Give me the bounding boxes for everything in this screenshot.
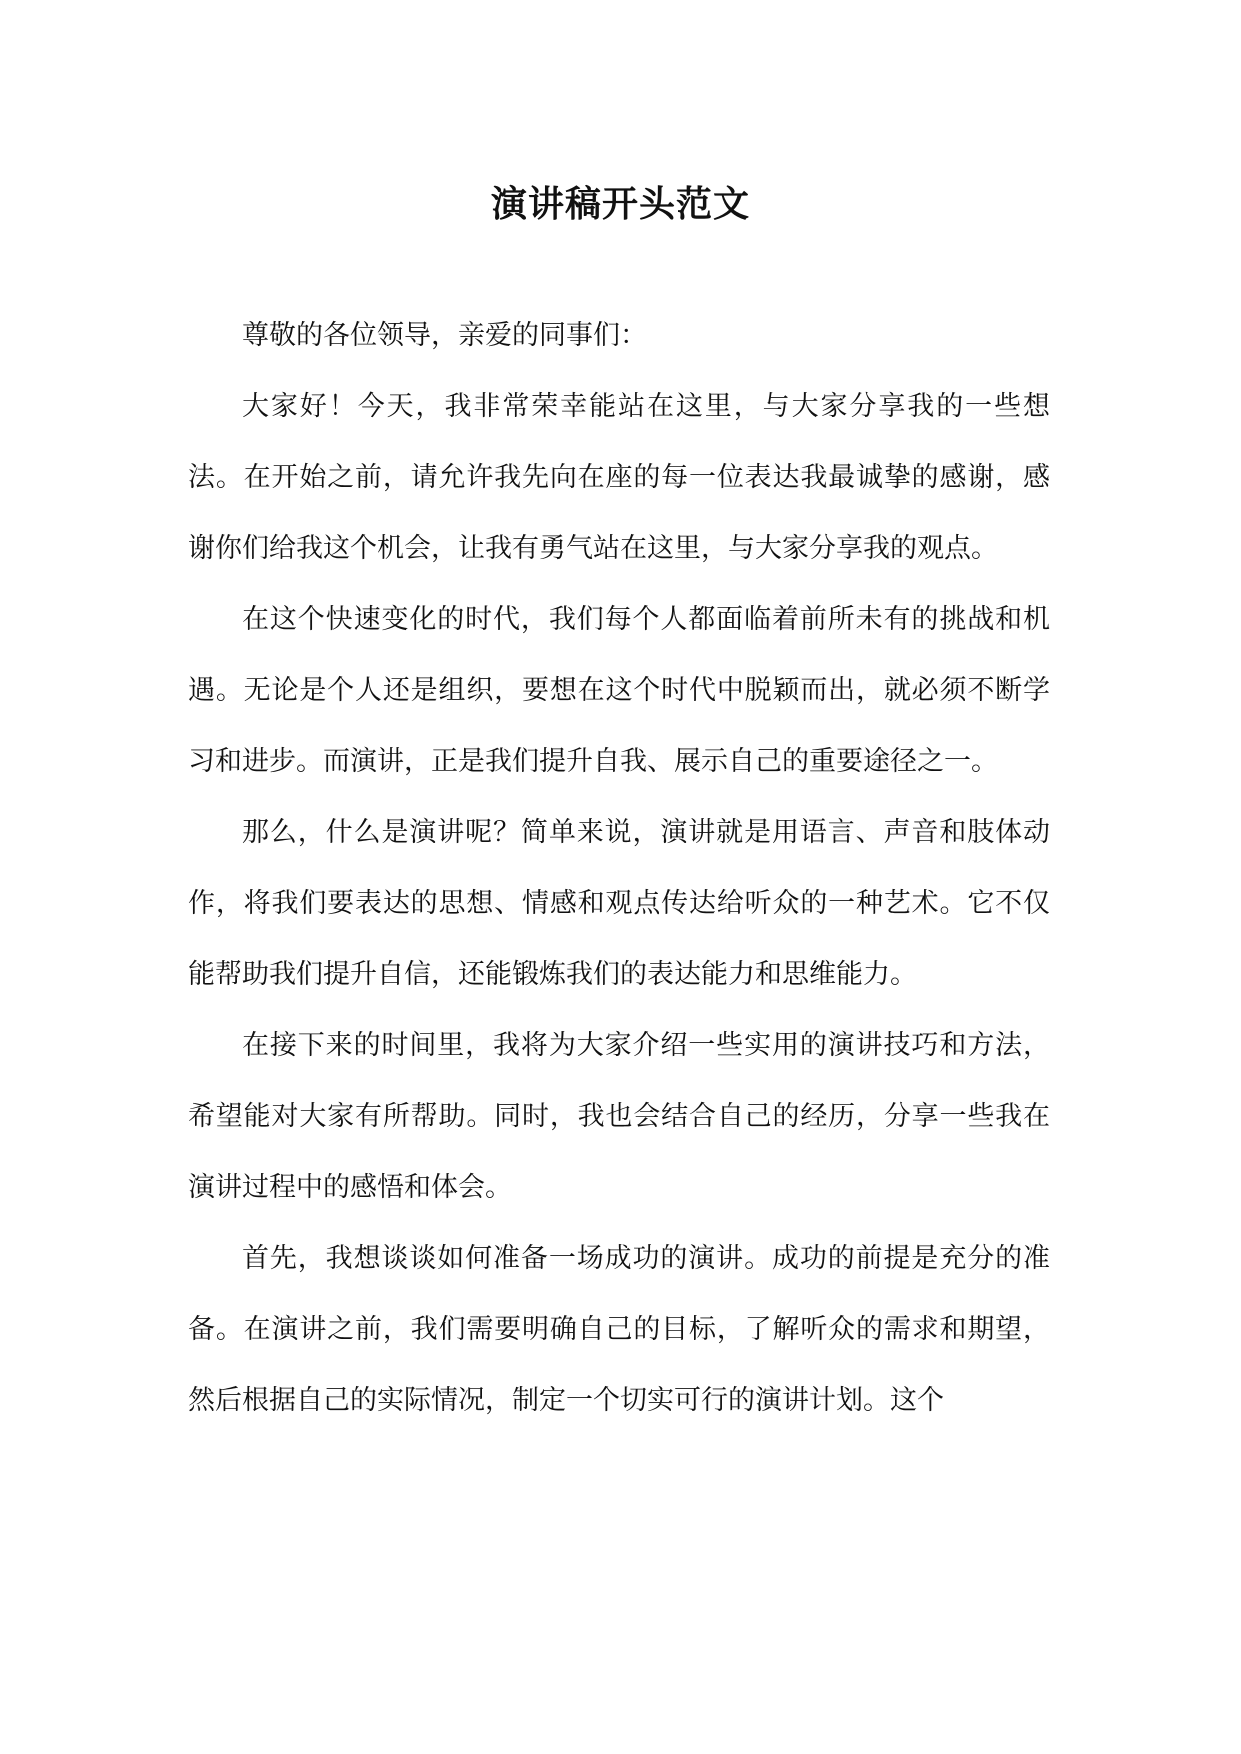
paragraph: 那么，什么是演讲呢？简单来说，演讲就是用语言、声音和肢体动作，将我们要表达的思想、情感和观点传达给听众的一种艺术。它不仅能帮助我们提升自信，还能锻炼我们的表达能力和思维能力。 bbox=[188, 817, 1050, 990]
paragraph-salutation: 尊敬的各位领导，亲爱的同事们： bbox=[242, 320, 647, 351]
paragraph: 首先，我想谈谈如何准备一场成功的演讲。成功的前提是充分的准备。在演讲之前，我们需要明确自己的目标，了解听众的需求和期望，然后根据自己的实际情况，制定一个切实可行的演讲计划。这个 bbox=[188, 1243, 1050, 1416]
paragraph: 大家好！今天，我非常荣幸能站在这里，与大家分享我的一些想法。在开始之前，请允许我先向在座的每一位表达我最诚挚的感谢，感谢你们给我这个机会，让我有勇气站在这里，与大家分享我的观点。 bbox=[188, 391, 1050, 564]
paragraph: 在接下来的时间里，我将为大家介绍一些实用的演讲技巧和方法，希望能对大家有所帮助。同时，我也会结合自己的经历，分享一些我在演讲过程中的感悟和体会。 bbox=[188, 1030, 1050, 1203]
paragraph: 在这个快速变化的时代，我们每个人都面临着前所未有的挑战和机遇。无论是个人还是组织，要想在这个时代中脱颖而出，就必须不断学习和进步。而演讲，正是我们提升自我、展示自己的重要途径之一。 bbox=[188, 604, 1050, 777]
document-body bbox=[188, 300, 1050, 1436]
document-title: 演讲稿开头范文 bbox=[490, 183, 750, 225]
